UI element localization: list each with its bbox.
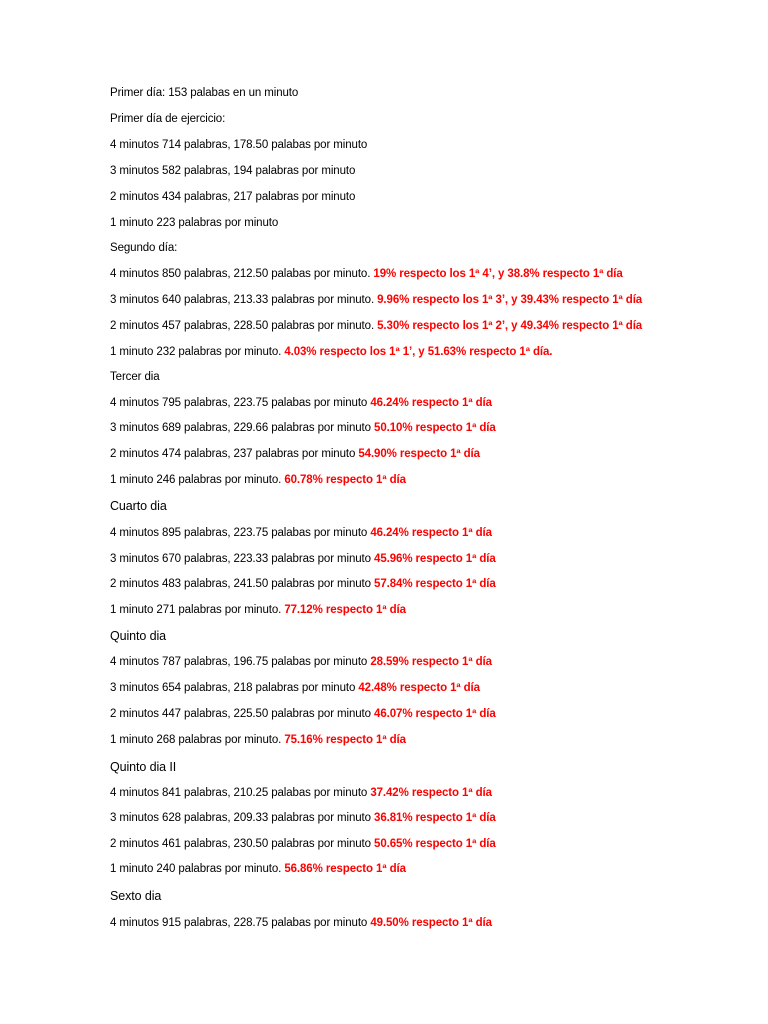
highlight-percentage: 49.50% respecto 1ª día	[370, 917, 492, 929]
text-line	[110, 837, 496, 851]
text-line	[110, 473, 406, 487]
line-text: 1 minuto 223 palabras por minuto	[110, 217, 279, 229]
section-heading	[110, 759, 176, 775]
section-heading	[110, 888, 161, 904]
highlight-percentage: 19% respecto los 1ª 4’, y 38.8% respecto 1ª día	[373, 268, 623, 280]
line-text: 1 minuto 232 palabras por minuto.	[110, 346, 285, 358]
line-text: Quinto dia	[110, 629, 166, 643]
text-line	[110, 86, 298, 100]
text-line	[110, 421, 496, 435]
line-text: 1 minuto 246 palabras por minuto.	[110, 474, 285, 486]
text-line	[110, 241, 177, 255]
section-heading	[110, 628, 166, 644]
line-text: Cuarto dia	[110, 499, 167, 513]
line-text: 3 minutos 689 palabras, 229.66 palabras por minuto	[110, 422, 375, 434]
line-text: 3 minutos 640 palabras, 213.33 palabras por minuto.	[110, 294, 378, 306]
highlight-percentage: 50.65% respecto 1ª día	[374, 838, 496, 850]
highlight-percentage: 4.03% respecto los 1ª 1’, y 51.63% respecto 1ª día.	[284, 346, 553, 358]
text-line	[110, 707, 496, 721]
text-line	[110, 786, 492, 800]
text-line	[110, 370, 160, 384]
highlight-percentage: 5.30% respecto los 1ª 2’, y 49.34% respecto 1ª día	[377, 320, 643, 332]
text-line	[110, 655, 492, 669]
text-line	[110, 733, 406, 747]
text-line	[110, 396, 492, 410]
highlight-percentage: 54.90% respecto 1ª día	[358, 448, 480, 460]
line-text: Tercer dia	[110, 371, 160, 383]
text-line	[110, 293, 642, 307]
section-heading	[110, 498, 167, 514]
text-line	[110, 603, 406, 617]
line-text: 2 minutos 447 palabras, 225.50 palabras por minuto	[110, 708, 375, 720]
highlight-percentage: 46.07% respecto 1ª día	[374, 708, 496, 720]
text-line	[110, 345, 552, 359]
text-line	[110, 526, 492, 540]
line-text: 2 minutos 434 palabras, 217 palabras por minuto	[110, 191, 356, 203]
highlight-percentage: 36.81% respecto 1ª día	[374, 812, 496, 824]
text-line	[110, 319, 642, 333]
highlight-percentage: 37.42% respecto 1ª día	[370, 787, 492, 799]
text-line	[110, 447, 480, 461]
line-text: Segundo día:	[110, 242, 178, 254]
line-text: 3 minutos 654 palabras, 218 palabras por minuto	[110, 682, 359, 694]
line-text: 4 minutos 850 palabras, 212.50 palabas por minuto.	[110, 268, 374, 280]
line-text: 4 minutos 841 palabras, 210.25 palabas por minuto	[110, 787, 371, 799]
line-text: 4 minutos 714 palabras, 178.50 palabas por minuto	[110, 139, 368, 151]
text-line	[110, 112, 225, 126]
line-text: Sexto dia	[110, 889, 162, 903]
line-text: 3 minutos 670 palabras, 223.33 palabras por minuto	[110, 553, 375, 565]
text-line	[110, 164, 355, 178]
highlight-percentage: 77.12% respecto 1ª día	[284, 604, 406, 616]
text-line	[110, 916, 492, 930]
text-line	[110, 267, 623, 281]
line-text: Primer día: 153 palabas en un minuto	[110, 87, 299, 99]
text-line	[110, 862, 406, 876]
line-text: 3 minutos 582 palabras, 194 palabras por minuto	[110, 165, 356, 177]
line-text: 1 minuto 240 palabras por minuto.	[110, 863, 285, 875]
line-text: 4 minutos 915 palabras, 228.75 palabas por minuto	[110, 917, 371, 929]
line-text: 4 minutos 795 palabras, 223.75 palabas por minuto	[110, 397, 371, 409]
line-text: 2 minutos 461 palabras, 230.50 palabras por minuto	[110, 838, 375, 850]
line-text: 1 minuto 271 palabras por minuto.	[110, 604, 285, 616]
highlight-percentage: 46.24% respecto 1ª día	[370, 527, 492, 539]
line-text: Primer día de ejercicio:	[110, 113, 226, 125]
highlight-percentage: 28.59% respecto 1ª día	[370, 656, 492, 668]
text-line	[110, 577, 496, 591]
line-text: 4 minutos 895 palabras, 223.75 palabas por minuto	[110, 527, 371, 539]
highlight-percentage: 50.10% respecto 1ª día	[374, 422, 496, 434]
highlight-percentage: 9.96% respecto los 1ª 3’, y 39.43% respecto 1ª día	[377, 294, 643, 306]
line-text: 2 minutos 474 palabras, 237 palabras por minuto	[110, 448, 359, 460]
highlight-percentage: 45.96% respecto 1ª día	[374, 553, 496, 565]
line-text: 2 minutos 483 palabras, 241.50 palabras por minuto	[110, 578, 375, 590]
highlight-percentage: 42.48% respecto 1ª día	[358, 682, 480, 694]
line-text: 4 minutos 787 palabras, 196.75 palabas por minuto	[110, 656, 371, 668]
text-line	[110, 811, 496, 825]
line-text: 3 minutos 628 palabras, 209.33 palabras por minuto	[110, 812, 375, 824]
text-line	[110, 681, 480, 695]
highlight-percentage: 56.86% respecto 1ª día	[284, 863, 406, 875]
text-line	[110, 138, 367, 152]
text-line	[110, 216, 278, 230]
highlight-percentage: 75.16% respecto 1ª día	[284, 734, 406, 746]
highlight-percentage: 60.78% respecto 1ª día	[284, 474, 406, 486]
highlight-percentage: 57.84% respecto 1ª día	[374, 578, 496, 590]
line-text: Quinto dia II	[110, 760, 177, 774]
line-text: 1 minuto 268 palabras por minuto.	[110, 734, 285, 746]
text-line	[110, 552, 496, 566]
highlight-percentage: 46.24% respecto 1ª día	[370, 397, 492, 409]
text-line	[110, 190, 355, 204]
line-text: 2 minutos 457 palabras, 228.50 palabras por minuto.	[110, 320, 378, 332]
